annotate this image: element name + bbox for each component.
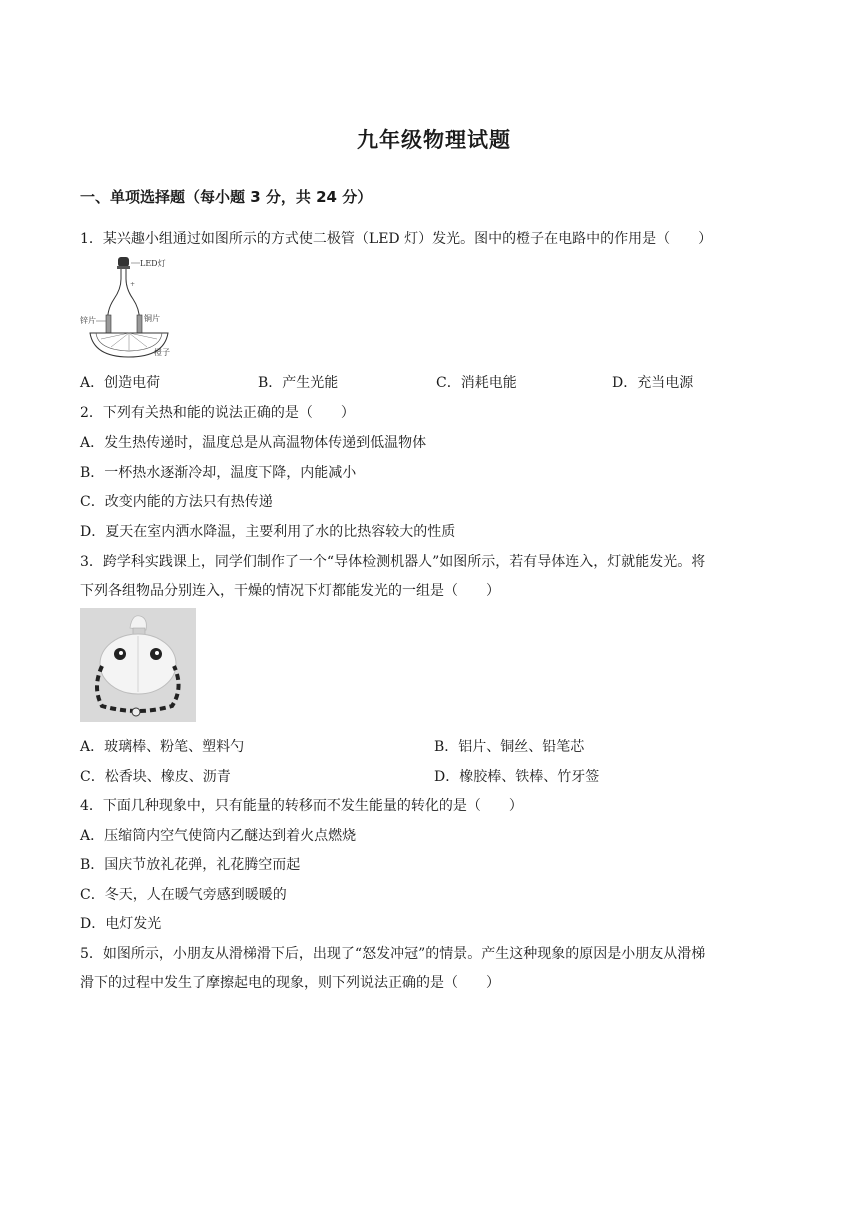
question-4-stem: 4．下面几种现象中，只有能量的转移而不发生能量的转化的是（ ） (80, 798, 523, 814)
question-3-stem-line1: 3．跨学科实践课上，同学们制作了一个“导体检测机器人”如图所示，若有导体连入，灯就能发光。将 (80, 554, 706, 570)
orange-battery-figure (78, 253, 188, 361)
svg-text:+: + (130, 281, 136, 288)
question-5-stem-line2: 滑下的过程中发生了摩擦起电的现象，则下列说法正确的是（ ） (80, 975, 500, 991)
q4-option-d[interactable]: D．电灯发光 (80, 916, 162, 932)
page-title: 九年级物理试题 (357, 128, 511, 152)
q1-option-a[interactable]: A．创造电荷 (80, 375, 161, 391)
section-heading: 一、单项选择题（每小题 3 分，共 24 分） (80, 188, 373, 206)
q3-option-d[interactable]: D．橡胶棒、铁棒、竹牙签 (434, 769, 600, 785)
q3-option-a[interactable]: A．玻璃棒、粉笔、塑料勺 (80, 739, 245, 755)
orange-label: 橙子 (154, 348, 170, 357)
q4-option-a[interactable]: A．压缩筒内空气使筒内乙醚达到着火点燃烧 (80, 828, 357, 844)
question-5-stem-line1: 5．如图所示，小朋友从滑梯滑下后，出现了“怒发冲冠”的情景。产生这种现象的原因是小朋友从滑梯 (80, 946, 706, 962)
question-3-stem-line2: 下列各组物品分别连入，干燥的情况下灯都能发光的一组是（ ） (80, 583, 500, 599)
q2-option-d[interactable]: D．夏天在室内洒水降温，主要利用了水的比热容较大的性质 (80, 524, 456, 540)
led-label: LED灯 (140, 259, 166, 268)
q4-option-c[interactable]: C．冬天，人在暖气旁感到暖暖的 (80, 887, 287, 903)
conductor-robot-photo (80, 608, 196, 722)
q4-option-b[interactable]: B．国庆节放礼花弹，礼花腾空而起 (80, 857, 301, 873)
question-1-stem: 1．某兴趣小组通过如图所示的方式使二极管（LED 灯）发光。图中的橙子在电路中的作用是（ ） (80, 231, 713, 247)
q2-option-a[interactable]: A．发生热传递时，温度总是从高温物体传递到低温物体 (80, 435, 427, 451)
question-2-stem: 2．下列有关热和能的说法正确的是（ ） (80, 405, 355, 421)
copper-label: 铜片 (144, 314, 160, 323)
q3-option-c[interactable]: C．松香块、橡皮、沥青 (80, 769, 231, 785)
zinc-label: 锌片 (80, 316, 96, 325)
q1-option-b[interactable]: B．产生光能 (258, 375, 339, 391)
q1-option-c[interactable]: C．消耗电能 (436, 375, 517, 391)
q3-option-b[interactable]: B．铝片、铜丝、铅笔芯 (434, 739, 585, 755)
q1-option-d[interactable]: D．充当电源 (612, 375, 694, 391)
q2-option-c[interactable]: C．改变内能的方法只有热传递 (80, 494, 273, 510)
q2-option-b[interactable]: B．一杯热水逐渐冷却，温度下降，内能减小 (80, 465, 357, 481)
